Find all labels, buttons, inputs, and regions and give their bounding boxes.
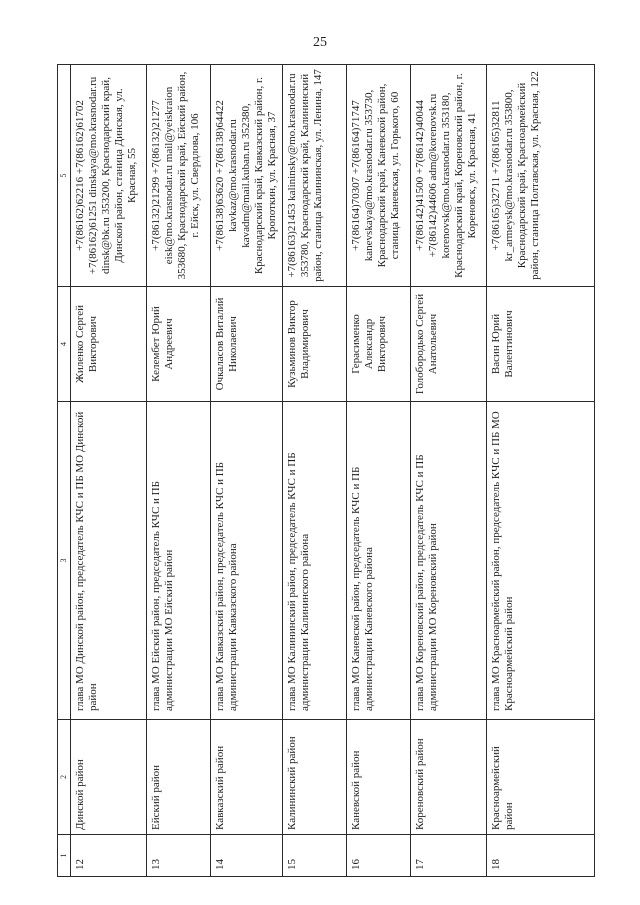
contacts-cell: +7(86165)32711 +7(86165)32811 kr_armeysk@mo.krasnodar.ru 353800, Краснодарский край, Красноармейский район, станица Полтавская, ул. Красная, 122 <box>487 65 595 287</box>
column-number: 4 <box>58 287 71 402</box>
district-cell: Красноармейский район <box>487 720 595 835</box>
table-row <box>411 65 487 877</box>
name-cell: Жиленко Сергей Викторович <box>71 287 147 402</box>
row-number: 12 <box>71 835 147 877</box>
name-cell: Голобородько Сергей Анатольевич <box>411 287 487 402</box>
district-cell: Кавказский район <box>211 720 283 835</box>
position-cell: глава МО Динской район, председатель КЧС и ПБ МО Динской район <box>71 402 147 720</box>
position-cell: глава МО Красноармейский район, председатель КЧС и ПБ МО Красноармейский район <box>487 402 595 720</box>
position-cell: глава МО Калининский район, председатель КЧС и ПБ администрации Калининского района <box>283 402 347 720</box>
row-number: 17 <box>411 835 487 877</box>
row-number: 13 <box>147 835 211 877</box>
district-cell: Каневской район <box>347 720 411 835</box>
name-cell: Келембет Юрий Андреевич <box>147 287 211 402</box>
contacts-cell: +7(86142)41500 +7(86142)40044 +7(86142)44606 adm@korenovsk.ru korenovsk@mo.krasnodar.ru 353180, Краснодарский край, Кореновский район, г. Кореновск, ул. Красная, 41 <box>411 65 487 287</box>
column-number: 2 <box>58 720 71 835</box>
row-number: 16 <box>347 835 411 877</box>
table-row <box>347 65 411 877</box>
contacts-cell: +7(86162)62216 +7(86162)61702 +7(86162)61251 dinskaya@mo.krasnodar.ru dinsk@bk.ru 353200, Краснодарский край, Динской район, станица Динская, ул. Красная, 55 <box>71 65 147 287</box>
page-number: 25 <box>313 35 327 50</box>
name-cell: Васин Юрий Валентинович <box>487 287 595 402</box>
position-cell: глава МО Кореновский район, председатель КЧС и ПБ администрации МО Кореновский район <box>411 402 487 720</box>
rotated-table-container <box>57 65 587 877</box>
column-number: 5 <box>58 65 71 287</box>
row-number: 15 <box>283 835 347 877</box>
position-cell: глава МО Кавказский район, председатель КЧС и ПБ администрации Кавказского района <box>211 402 283 720</box>
position-cell: глава МО Ейский район, председатель КЧС и ПБ администрации МО Ейский район <box>147 402 211 720</box>
contacts-table <box>57 64 595 877</box>
contacts-cell: +7(86163)21453 kalininsky@mo.krasnodar.ru 353780, Краснодарский край, Калининский район, станица Калининская, ул. Ленина, 147 <box>283 65 347 287</box>
district-cell: Кореновский район <box>411 720 487 835</box>
district-cell: Динской район <box>71 720 147 835</box>
contacts-cell: +7(86138)63620 +7(86138)64422 kavkaz@mo.krasnodar.ru kavadm@mail.kuban.ru 352380, Краснодарский край, Кавказский район, г. Кропоткин, ул. Красная, 37 <box>211 65 283 287</box>
district-cell: Ейский район <box>147 720 211 835</box>
table-row <box>71 65 147 877</box>
table-row <box>147 65 211 877</box>
district-cell: Калининский район <box>283 720 347 835</box>
column-number-row <box>58 65 71 877</box>
column-number: 1 <box>58 835 71 877</box>
contacts-cell: +7(86164)70307 +7(86164)71747 kanevskaya@mo.krasnodar.ru 353730, Краснодарский край, Каневской район, станица Каневская, ул. Горького, 60 <box>347 65 411 287</box>
table-row <box>487 65 595 877</box>
table-row <box>211 65 283 877</box>
name-cell: Очкаласов Виталий Николаевич <box>211 287 283 402</box>
position-cell: глава МО Каневской район, председатель КЧС и ПБ администрации Каневского района <box>347 402 411 720</box>
name-cell: Кузьминов Виктор Владимирович <box>283 287 347 402</box>
row-number: 18 <box>487 835 595 877</box>
name-cell: Герасименко Александр Викторович <box>347 287 411 402</box>
column-number: 3 <box>58 402 71 720</box>
contacts-cell: +7(86132)21299 +7(86132)21277 eisk@mo.krasnodar.ru mail@yeiskraion 353680, Краснодарский край, Ейский район, г. Ейск, ул. Свердлова, 106 <box>147 65 211 287</box>
table-row <box>283 65 347 877</box>
row-number: 14 <box>211 835 283 877</box>
